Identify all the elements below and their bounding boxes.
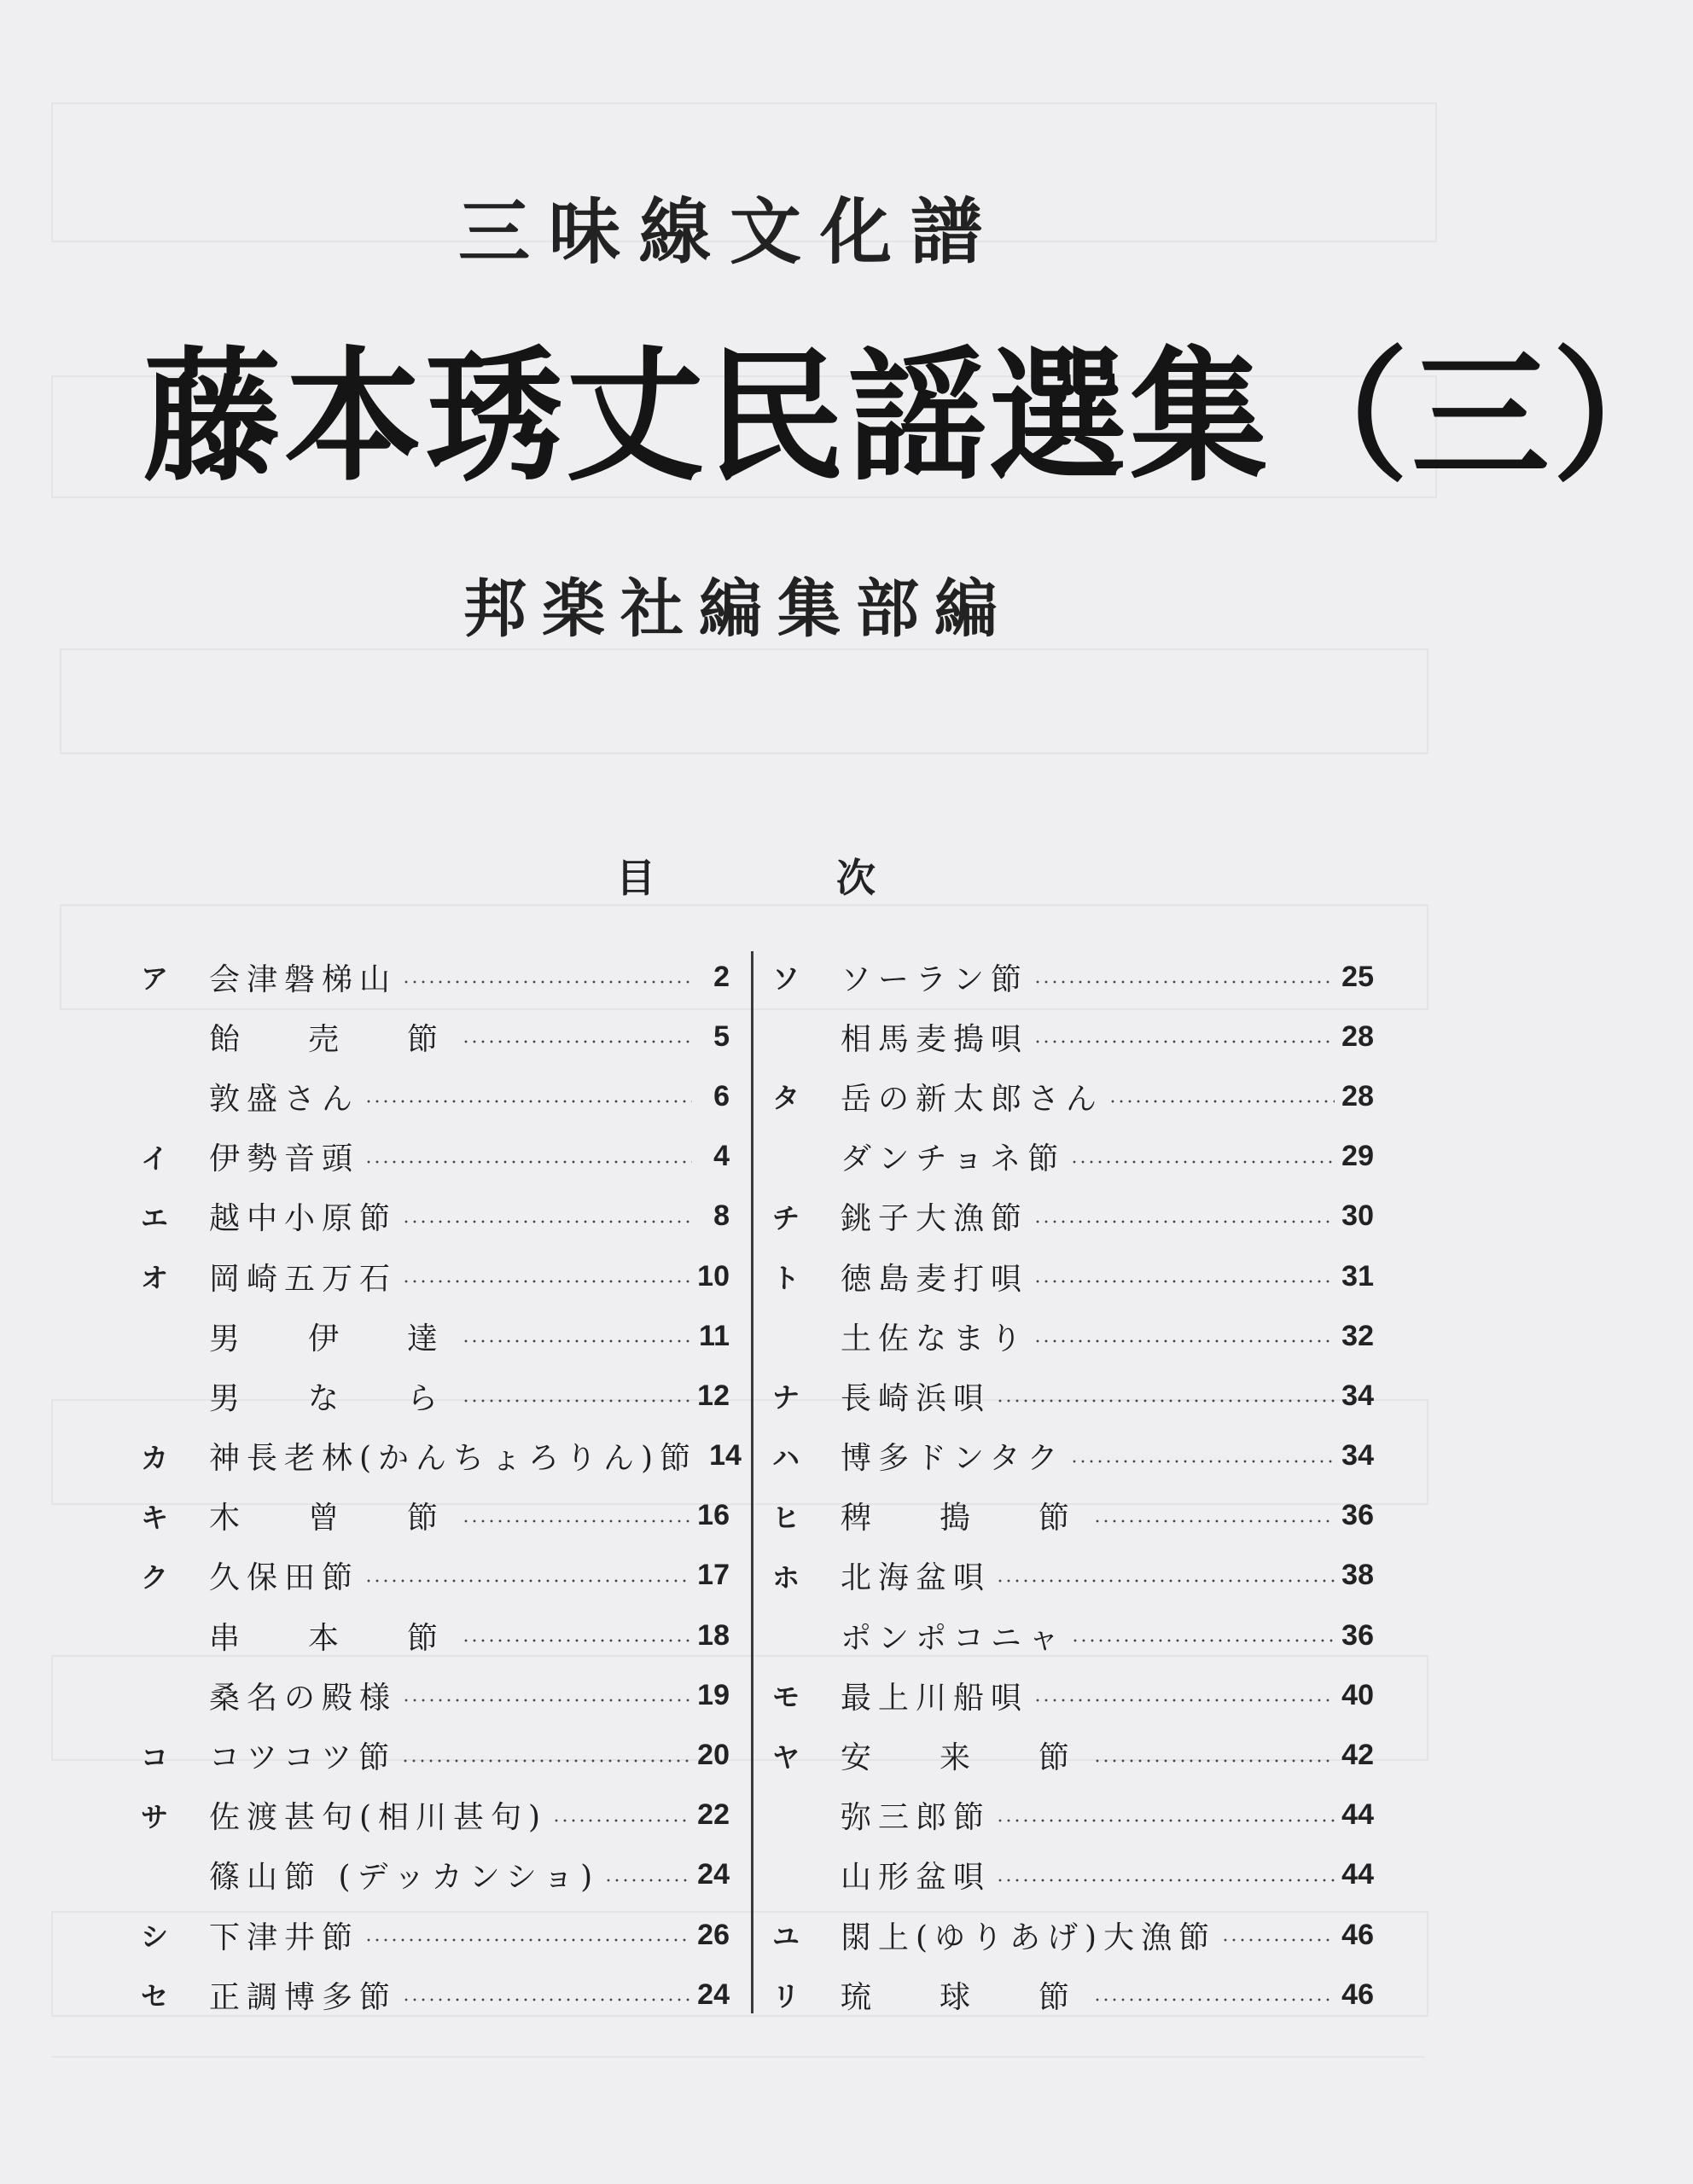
page-number: 28	[1341, 1079, 1374, 1112]
song-title: 弥三郎節	[841, 1800, 992, 1836]
dot-leader	[604, 1879, 690, 1882]
page-number: 46	[1341, 1918, 1374, 1951]
toc-entry	[141, 1127, 730, 1187]
page-number: 32	[1341, 1319, 1374, 1352]
dot-leader	[402, 1699, 690, 1702]
toc-entry	[141, 1905, 730, 1965]
song-title: 正調博多節	[209, 1979, 398, 2015]
toc-entry	[141, 1606, 730, 1665]
page-number: 42	[1341, 1739, 1374, 1772]
page-number: 16	[697, 1499, 730, 1532]
page-number: 4	[713, 1140, 730, 1173]
dot-leader	[1033, 1699, 1335, 1702]
song-title: 越中小原節	[209, 1201, 398, 1237]
song-title: 下津井節	[209, 1920, 360, 1955]
page-number: 24	[697, 1858, 730, 1891]
toc-entry	[772, 1187, 1374, 1246]
dot-leader	[402, 1220, 692, 1223]
page-number: 44	[1341, 1798, 1374, 1832]
toc-entry	[772, 1905, 1374, 1965]
toc-entry	[141, 1725, 730, 1785]
toc-entry	[141, 1665, 730, 1725]
show-through-line	[51, 2056, 1425, 2058]
toc-entry	[772, 1366, 1374, 1426]
editor-credit: 邦楽社編集部編	[463, 572, 1013, 646]
toc-entry	[772, 1066, 1374, 1126]
column-divider	[751, 951, 753, 2013]
song-title: 徳島麦打唄	[841, 1261, 1029, 1297]
song-title: 木 曾 節	[209, 1501, 457, 1536]
index-kana: リ	[772, 1980, 800, 2013]
index-kana: チ	[772, 1201, 800, 1234]
song-title: 山形盆唄	[841, 1860, 992, 1896]
index-kana: サ	[141, 1800, 169, 1833]
dot-leader	[552, 1819, 690, 1822]
song-title: 男 伊 達	[209, 1321, 457, 1356]
dot-leader	[1070, 1160, 1335, 1164]
toc-entry	[772, 1306, 1374, 1366]
page-number: 25	[1341, 960, 1374, 993]
page-number: 31	[1341, 1259, 1374, 1292]
dot-leader	[462, 1040, 692, 1043]
dot-leader	[1221, 1938, 1335, 1942]
page-number: 6	[713, 1079, 730, 1112]
song-title: 篠山節 (デッカンショ)	[209, 1860, 600, 1896]
index-kana: モ	[772, 1681, 800, 1714]
dot-leader	[364, 1579, 690, 1583]
index-kana: キ	[141, 1501, 169, 1534]
dot-leader	[1093, 1998, 1335, 2001]
toc-entry	[772, 1665, 1374, 1725]
toc-entry	[772, 1007, 1374, 1066]
toc-entry	[141, 1306, 730, 1366]
dot-leader	[1033, 1339, 1335, 1343]
index-kana: ハ	[772, 1441, 800, 1474]
dot-leader	[462, 1339, 692, 1343]
toc-entry	[772, 1246, 1374, 1306]
page-number: 34	[1341, 1379, 1374, 1412]
toc-entry	[772, 1845, 1374, 1905]
index-kana: ク	[141, 1560, 169, 1594]
index-kana: オ	[141, 1262, 169, 1295]
song-title: 串 本 節	[209, 1620, 457, 1656]
toc-entry	[141, 1965, 730, 2024]
toc-entry	[141, 1486, 730, 1546]
toc-entry	[772, 1486, 1374, 1546]
dot-leader	[401, 1759, 690, 1763]
toc-entry	[772, 1546, 1374, 1606]
index-kana: ト	[772, 1262, 800, 1295]
page-number: 29	[1341, 1140, 1374, 1173]
dot-leader	[402, 980, 692, 984]
page-number: 26	[697, 1918, 730, 1951]
dot-leader	[1033, 1220, 1335, 1223]
toc-entry	[141, 947, 730, 1007]
page-number: 46	[1341, 1978, 1374, 2011]
song-title: 相馬麦搗唄	[841, 1021, 1029, 1057]
dot-leader	[1033, 1280, 1335, 1283]
song-title: 博多ドンタク	[841, 1441, 1065, 1477]
page-number: 14	[709, 1439, 742, 1472]
index-kana: タ	[772, 1082, 800, 1115]
song-title: 飴 売 節	[209, 1021, 457, 1057]
page-number: 36	[1341, 1499, 1374, 1532]
toc-entry	[772, 1606, 1374, 1665]
song-title: 久保田節	[209, 1560, 360, 1596]
toc-entry	[772, 1786, 1374, 1845]
toc-entry	[141, 1007, 730, 1066]
page-number: 20	[697, 1739, 730, 1772]
show-through-staff	[60, 648, 1428, 754]
toc-entry	[772, 1426, 1374, 1486]
dot-leader	[996, 1879, 1335, 1882]
page-number: 18	[697, 1618, 730, 1652]
series-title: 三味線文化譜	[457, 190, 1001, 274]
page-number: 22	[697, 1798, 730, 1832]
toc-heading-left: 目	[616, 855, 655, 901]
dot-leader	[402, 1280, 690, 1283]
song-title: 閖上(ゆりあげ)大漁節	[841, 1920, 1217, 1955]
toc-entry	[141, 1246, 730, 1306]
page-number: 38	[1341, 1559, 1374, 1592]
index-kana: ホ	[772, 1560, 800, 1594]
song-title: 岳の新太郎さん	[841, 1081, 1104, 1117]
page-number: 44	[1341, 1858, 1374, 1891]
dot-leader	[462, 1639, 690, 1642]
dot-leader	[996, 1399, 1335, 1403]
page-number: 8	[713, 1199, 730, 1233]
page-number: 34	[1341, 1439, 1374, 1472]
song-title: 土佐なまり	[841, 1321, 1029, 1356]
song-title: 岡崎五万石	[209, 1261, 398, 1297]
toc-entry	[772, 1725, 1374, 1785]
toc-entry	[141, 1546, 730, 1606]
dot-leader	[462, 1399, 690, 1403]
toc-left-column	[141, 947, 742, 2024]
toc-entry	[141, 1066, 730, 1126]
index-kana: イ	[141, 1141, 169, 1175]
dot-leader	[1033, 980, 1335, 984]
song-title: ダンチョネ節	[841, 1141, 1066, 1177]
index-kana: ヒ	[772, 1501, 800, 1534]
page-number: 36	[1341, 1618, 1374, 1652]
index-kana: コ	[141, 1740, 169, 1774]
page-number: 10	[697, 1259, 730, 1292]
song-title: 伊勢音頭	[209, 1141, 360, 1177]
dot-leader	[1070, 1460, 1335, 1463]
toc-entry	[141, 1187, 730, 1246]
book-title: 藤本琇丈民謡選集（三）	[143, 332, 1693, 501]
index-kana: ヤ	[772, 1740, 800, 1774]
dot-leader	[462, 1519, 690, 1523]
page-number: 17	[697, 1559, 730, 1592]
page-number: 12	[697, 1379, 730, 1412]
toc-entry	[141, 1426, 742, 1486]
dot-leader	[364, 1100, 692, 1103]
toc-entry	[141, 1366, 730, 1426]
index-kana: ナ	[772, 1381, 800, 1414]
toc-heading-right: 次	[836, 855, 876, 901]
dot-leader	[996, 1819, 1335, 1822]
dot-leader	[364, 1160, 692, 1164]
dot-leader	[1093, 1759, 1335, 1763]
toc-entry	[772, 947, 1374, 1007]
song-title: 敦盛さん	[209, 1081, 360, 1117]
dot-leader	[364, 1938, 690, 1942]
page-number: 19	[697, 1678, 730, 1711]
toc-entry	[141, 1845, 730, 1905]
song-title: 最上川船唄	[841, 1680, 1029, 1716]
index-kana: シ	[141, 1920, 169, 1954]
song-title: 琉 球 節	[841, 1979, 1089, 2015]
toc-entry	[772, 1127, 1374, 1187]
index-kana: カ	[141, 1441, 169, 1474]
song-title: 稗 搗 節	[841, 1501, 1089, 1536]
song-title: ポンポコニャ	[841, 1620, 1067, 1656]
index-kana: エ	[141, 1201, 169, 1234]
dot-leader	[1033, 1040, 1335, 1043]
song-title: 会津磐梯山	[209, 961, 398, 997]
page-number: 40	[1341, 1678, 1374, 1711]
song-title: 佐渡甚句(相川甚句)	[209, 1800, 548, 1836]
song-title: ソーラン節	[841, 961, 1029, 997]
page-number: 30	[1341, 1199, 1374, 1233]
dot-leader	[1108, 1100, 1335, 1103]
page-number: 24	[697, 1978, 730, 2011]
song-title: 北海盆唄	[841, 1560, 992, 1596]
song-title: 神長老林(かんちょろりん)節	[209, 1441, 698, 1477]
page-number: 28	[1341, 1019, 1374, 1053]
toc-entry	[141, 1786, 730, 1845]
index-kana: ユ	[772, 1920, 800, 1954]
index-kana: ア	[141, 962, 169, 996]
dot-leader	[1093, 1519, 1335, 1523]
song-title: 銚子大漁節	[841, 1201, 1029, 1237]
song-title: 男 な ら	[209, 1380, 457, 1416]
index-kana: セ	[141, 1980, 169, 2013]
dot-leader	[996, 1579, 1335, 1583]
song-title: 長崎浜唄	[841, 1380, 992, 1416]
toc-right-column	[772, 947, 1374, 2024]
song-title: 安 来 節	[841, 1740, 1089, 1776]
song-title: 桑名の殿様	[209, 1680, 398, 1716]
page-number: 11	[699, 1319, 730, 1352]
index-kana: ソ	[772, 962, 800, 996]
toc-entry	[772, 1965, 1374, 2024]
dot-leader	[1071, 1639, 1335, 1642]
page-number: 2	[713, 960, 730, 993]
dot-leader	[402, 1998, 690, 2001]
page-number: 5	[713, 1019, 730, 1053]
song-title: コツコツ節	[209, 1740, 397, 1776]
